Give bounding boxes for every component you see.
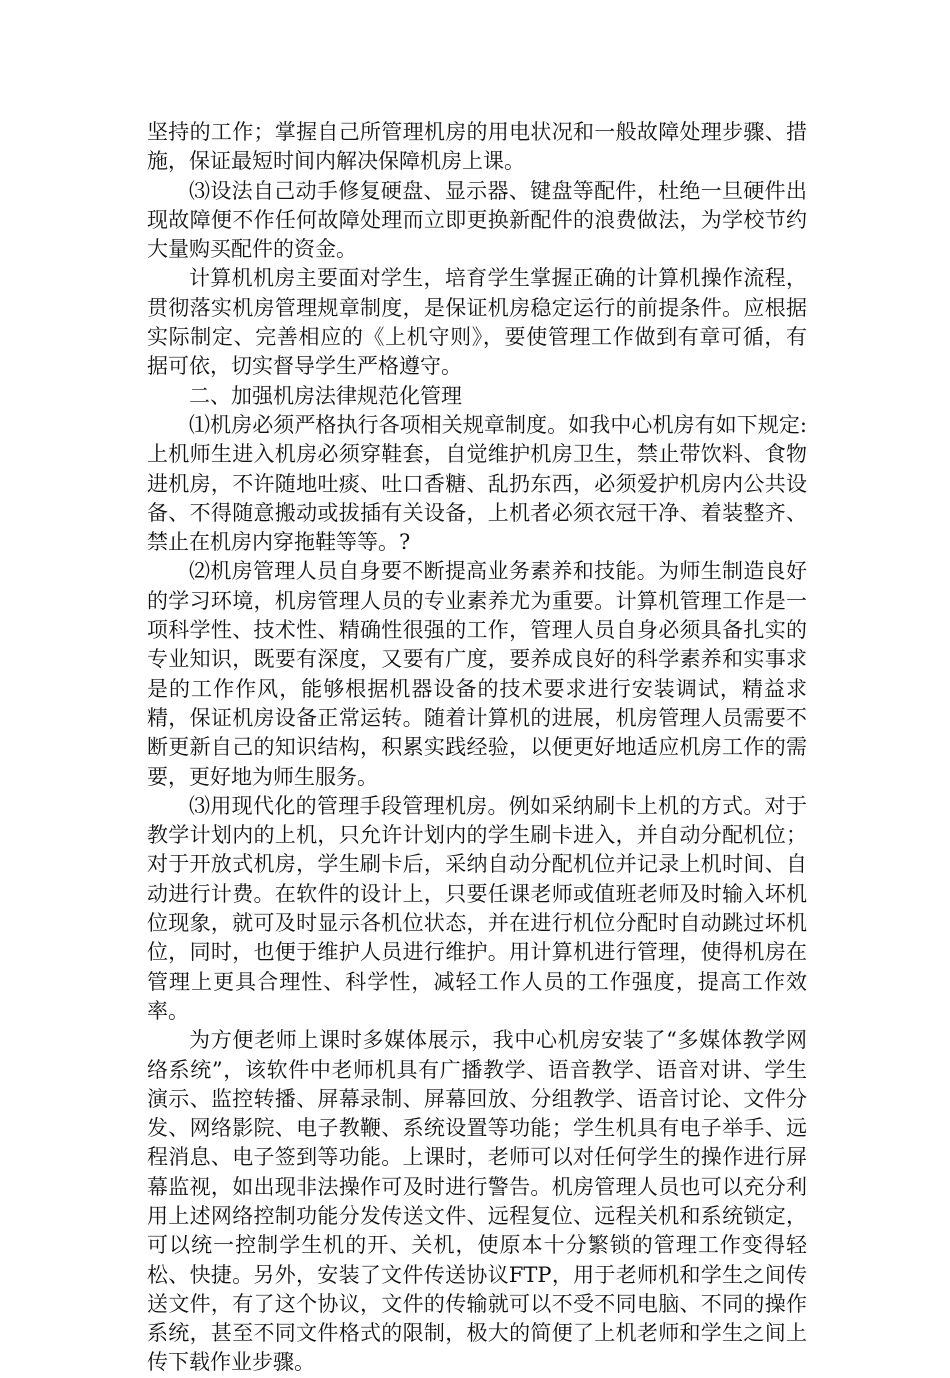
paragraph-continued-maintenance: 坚持的工作；掌握自己所管理机房的用电状况和一般故障处理步骤、措施，保证最短时间内解决保障机房上课。 xyxy=(147,120,807,174)
paragraph-staff-skills: ⑵机房管理人员自身要不断提高业务素养和技能。为师生制造良好的学习环境，机房管理人员的专业素养尤为重要。计算机管理工作是一项科学性、技术性、精确性很强的工作，管理人员自身必须具备扎实的专业知识，既要有深度，又要有广度，要养成良好的科学素养和实事求是的工作作风，能够根据机器设备的技术要求进行安装调试，精益求精，保证机房设备正常运转。随着计算机的进展，机房管理人员需要不断更新自己的知识结构，积累实践经验，以便更好地适应机房工作的需要，更好地为师生服务。 xyxy=(147,559,807,789)
paragraph-student-rules: 计算机机房主要面对学生，培育学生掌握正确的计算机操作流程，贯彻落实机房管理规章制度，是保证机房稳定运行的前提条件。应根据实际制定、完善相应的《上机守则》，要使管理工作做到有章可循，有据可依，切实督导学生严格遵守。 xyxy=(147,266,807,379)
paragraph-repair-parts: ⑶设法自己动手修复硬盘、显示器、键盘等配件，杜绝一旦硬件出现故障便不作任何故障处理而立即更换新配件的浪费做法，为学校节约大量购买配件的资金。 xyxy=(147,178,807,262)
paragraph-multimedia-system: 为方便老师上课时多媒体展示，我中心机房安装了“多媒体教学网络系统”，该软件中老师机具有广播教学、语音教学、语音对讲、学生演示、监控转播、屏幕录制、屏幕回放、分组教学、语音讨论、文件分发、网络影院、电子教鞭、系统设置等功能；学生机具有电子举手、远程消息、电子签到等功能。上课时，老师可以对任何学生的操作进行屏幕监视，如出现非法操作可及时进行警告。机房管理人员也可以充分利用上述网络控制功能分发传送文件、远程复位、远程关机和系统锁定，可以统一控制学生机的开、关机，使原本十分繁锁的管理工作变得轻松、快捷。另外，安装了文件传送协议FTP，用于老师机和学生之间传送文件，有了这个协议，文件的传输就可以不受不同电脑、不同的操作系统，甚至不同文件格式的限制，极大的简便了上机老师和学生之间上传下载作业步骤。 xyxy=(147,1028,807,1375)
section-heading-legal-management: 二、加强机房法律规范化管理 xyxy=(189,383,462,408)
paragraph-modern-management: ⑶用现代化的管理手段管理机房。例如采纳刷卡上机的方式。对于教学计划内的上机，只允许计划内的学生刷卡进入，并自动分配机位；对于开放式机房，学生刷卡后，采纳自动分配机位并记录上机时间、自动进行计费。在软件的设计上，只要任课老师或值班老师及时输入坏机位现象，就可及时显示各机位状态，并在进行机位分配时自动跳过坏机位，同时，也便于维护人员进行维护。用计算机进行管理，使得机房在管理上更具合理性、科学性，减轻工作人员的工作强度，提高工作效率。 xyxy=(147,793,807,1023)
document-body xyxy=(147,118,807,1378)
paragraph-regulations: ⑴机房必须严格执行各项相关规章制度。如我中心机房有如下规定:上机师生进入机房必须穿鞋套，自觉维护机房卫生，禁止带饮料、食物进机房，不许随地吐痰、吐口香糖、乱扔东西，必须爱护机房内公共设备、不得随意搬动或拔插有关设备，上机者必须衣冠干净、着装整齐、禁止在机房内穿拖鞋等等。? xyxy=(147,412,807,555)
